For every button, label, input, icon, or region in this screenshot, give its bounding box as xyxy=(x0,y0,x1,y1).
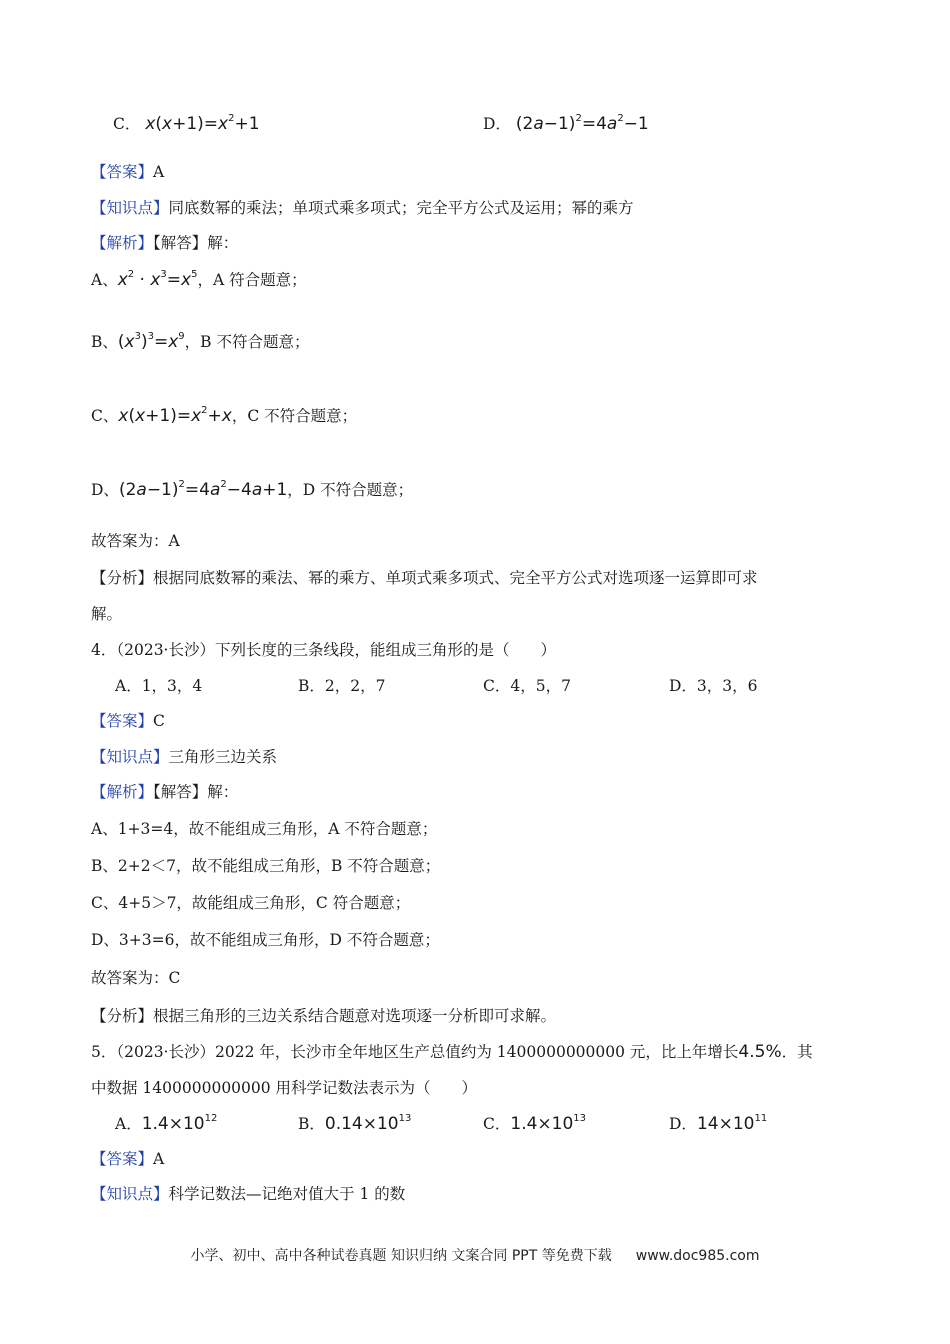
fenxi-tag: 【分析】 xyxy=(91,1007,154,1025)
q4-option-d: D．3，3，6 xyxy=(669,677,758,695)
q3-line-a-formula: $x^2 \cdot x^3=x^5$ xyxy=(117,269,198,290)
q3-knowledge: 【知识点】同底数幂的乘法；单项式乘多项式；完全平方公式及运用；幂的乘方 xyxy=(91,199,634,217)
q3-line-d: D、$(2a-1)^2=4a^2-4a+1$，D 不符合题意； xyxy=(91,479,414,500)
q4-option-a: A．1，3，4 xyxy=(115,677,203,695)
q3-analysis: 【解析】【解答】解： xyxy=(91,234,239,252)
q4-option-b: B．2，2，7 xyxy=(298,677,386,695)
q5-stem: 5．（2023·长沙）2022 年，长沙市全年地区生产总值约为 1400000000000 元，比上年增长4.5%．其 xyxy=(91,1042,813,1062)
q4-line-b: B、2+2＜7，故不能组成三角形，B 不符合题意； xyxy=(91,857,441,875)
q3-answer: 【答案】A xyxy=(91,163,165,181)
q5-option-d: D．$14\times 10^{11}$ xyxy=(669,1113,768,1134)
q5-answer: 【答案】A xyxy=(91,1150,165,1168)
q4-line-c: C、4+5＞7，故能组成三角形，C 符合题意； xyxy=(91,894,411,912)
q3-fenxi: 【分析】根据同底数幂的乘法、幂的乘方、单项式乘多项式、完全平方公式对选项逐一运算即可求 xyxy=(91,569,758,587)
fenxi-tag: 【分析】 xyxy=(91,569,154,587)
q5-option-b: B．$0.14\times 10^{13}$ xyxy=(298,1113,412,1134)
q3-option-d: D． $(2a-1)^2=4a^2-1$ xyxy=(483,113,649,134)
q4-line-a: A、1+3=4，故不能组成三角形，A 不符合题意； xyxy=(91,820,438,838)
analysis-tag: 【解析】 xyxy=(91,783,154,801)
knowledge-tag: 【知识点】 xyxy=(91,1185,169,1203)
q3-option-d-formula: $(2a-1)^2=4a^2-1$ xyxy=(515,113,649,134)
q4-line-d: D、3+3=6，故不能组成三角形，D 不符合题意； xyxy=(91,931,440,949)
q4-answer: 【答案】C xyxy=(91,712,165,730)
q3-fenxi-cont: 解。 xyxy=(91,605,123,623)
q3-line-b: B、$(x^3)^3=x^9$，B 不符合题意； xyxy=(91,331,310,352)
q5-option-c: C．$1.4\times 10^{13}$ xyxy=(483,1113,587,1134)
q3-option-c: C． $x(x+1)=x^2+1$ xyxy=(113,113,260,134)
answer-tag: 【答案】 xyxy=(91,1150,154,1168)
q3-option-c-formula: $x(x+1)=x^2+1$ xyxy=(145,113,260,134)
q5-option-c-formula: $1.4\times 10^{13}$ xyxy=(510,1113,587,1134)
q3-line-d-formula: $(2a-1)^2=4a^2-4a+1$ xyxy=(118,479,288,500)
answer-tag: 【答案】 xyxy=(91,163,154,181)
q5-option-a-formula: $1.4\times 10^{12}$ xyxy=(141,1113,218,1134)
q3-line-c: C、$x(x+1)=x^2+x$，C 不符合题意； xyxy=(91,405,358,426)
footer-site-link[interactable]: www.doc985.com xyxy=(635,1248,760,1264)
page-footer xyxy=(0,1245,950,1265)
q5-option-d-formula: $14\times 10^{11}$ xyxy=(696,1113,768,1134)
analysis-tag: 【解析】 xyxy=(91,234,154,252)
q5-stem-cont: 中数据 1400000000000 用科学记数法表示为（ ） xyxy=(91,1079,478,1097)
q4-knowledge: 【知识点】三角形三边关系 xyxy=(91,748,278,766)
answer-tag: 【答案】 xyxy=(91,712,154,730)
q4-conclusion: 故答案为：C xyxy=(91,969,181,987)
q3-line-b-formula: $(x^3)^3=x^9$ xyxy=(117,331,185,352)
q4-analysis: 【解析】【解答】解： xyxy=(91,783,239,801)
q5-option-a: A．$1.4\times 10^{12}$ xyxy=(115,1113,218,1134)
knowledge-tag: 【知识点】 xyxy=(91,199,169,217)
q3-line-a: A、$x^2 \cdot x^3=x^5$，A 符合题意； xyxy=(91,269,307,290)
q3-line-c-formula: $x(x+1)=x^2+x$ xyxy=(118,405,232,426)
q3-conclusion: 故答案为：A xyxy=(91,532,180,550)
q5-knowledge: 【知识点】科学记数法—记绝对值大于 1 的数 xyxy=(91,1185,406,1203)
knowledge-tag: 【知识点】 xyxy=(91,748,169,766)
q4-stem: 4．（2023·长沙）下列长度的三条线段，能组成三角形的是（ ） xyxy=(91,641,556,659)
footer-text: 小学、初中、高中各种试卷真题 知识归纳 文案合同 PPT 等免费下载 xyxy=(190,1248,612,1264)
q4-fenxi: 【分析】根据三角形的三边关系结合题意对选项逐一分析即可求解。 xyxy=(91,1007,557,1025)
q5-option-b-formula: $0.14\times 10^{13}$ xyxy=(324,1113,412,1134)
q4-option-c: C．4，5，7 xyxy=(483,677,571,695)
